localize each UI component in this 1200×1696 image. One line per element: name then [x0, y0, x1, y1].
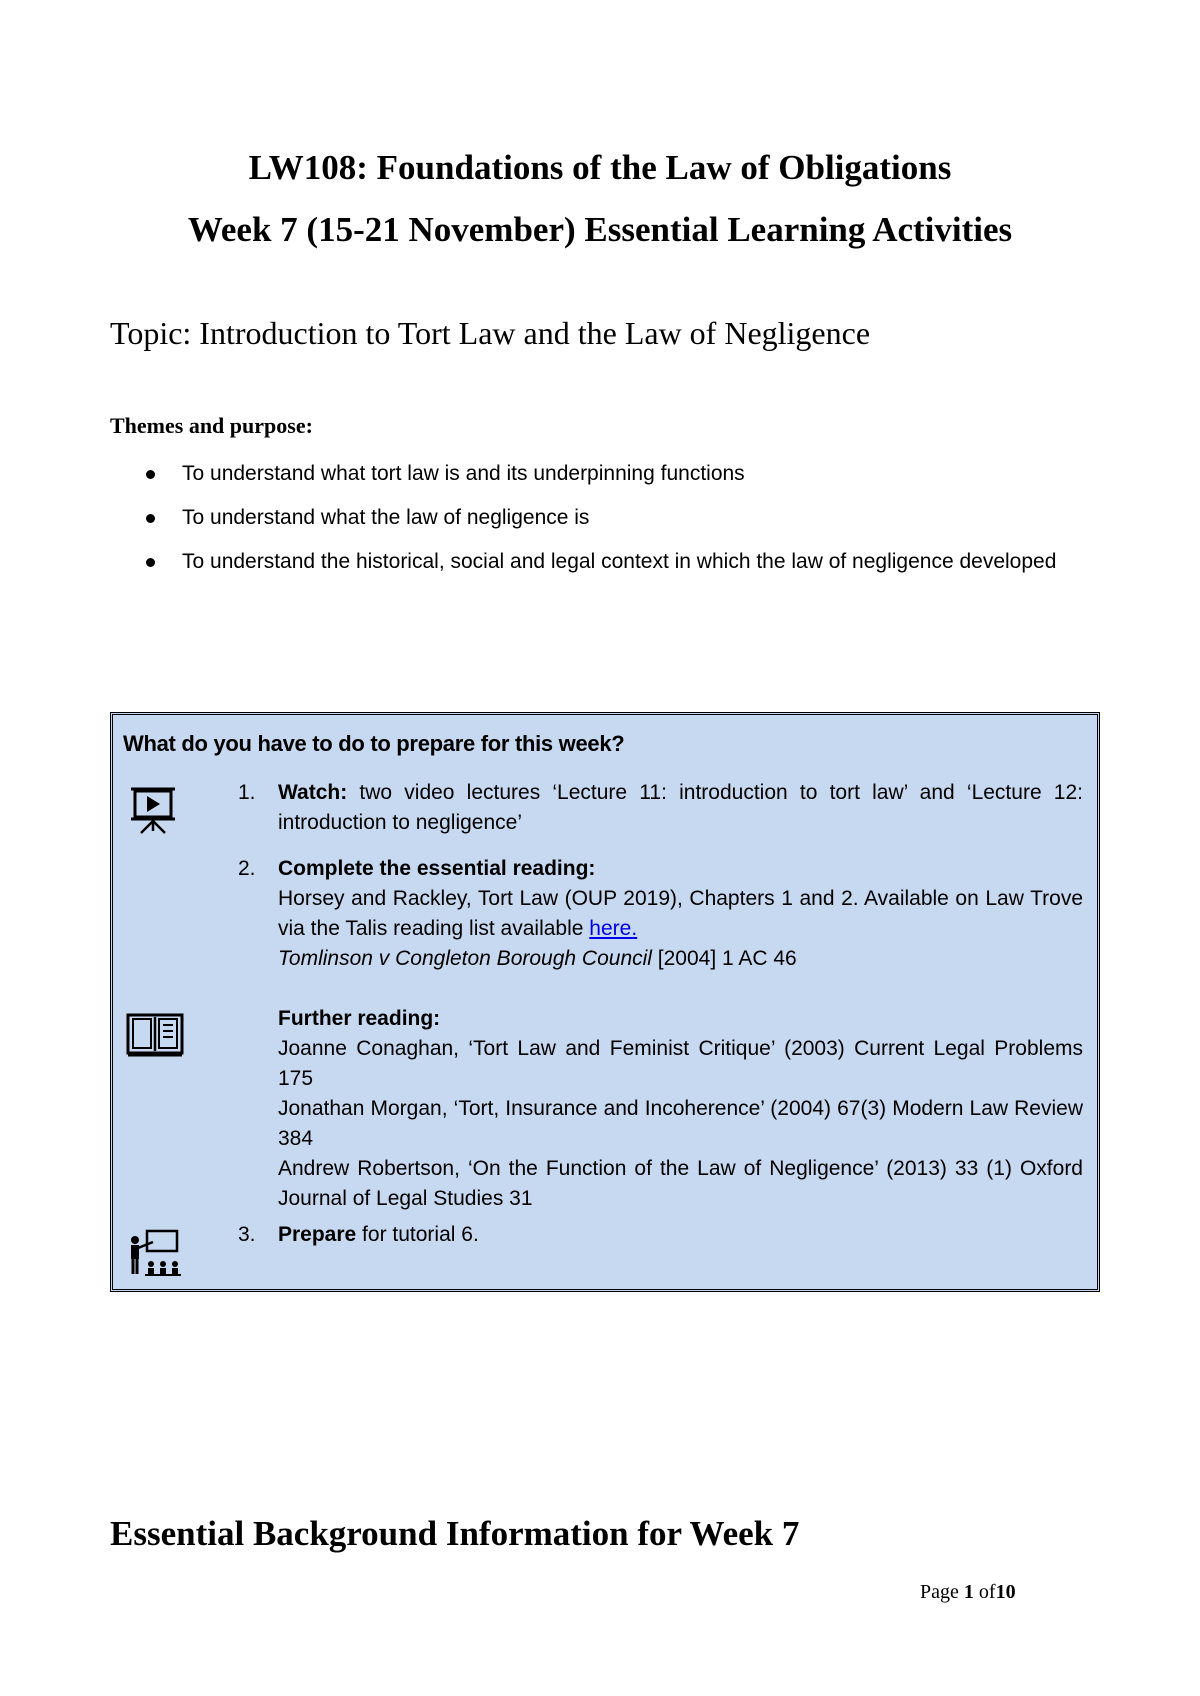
further-reading-item: Jonathan Morgan, ‘Tort, Insurance and Incoherence’ (2004) 67(3) Modern Law Review 384	[278, 1097, 1083, 1150]
themes-list	[110, 452, 1095, 584]
page-number: 1	[963, 1581, 974, 1603]
themes-list-item: To understand what tort law is and its underpinning functions	[110, 452, 1095, 496]
task-label: Watch:	[278, 781, 348, 804]
page-label: Page	[920, 1581, 959, 1603]
task-text: two video lectures ‘Lecture 11: introduction to tort law’ and ‘Lecture 12: introduction to negligence’	[278, 781, 1083, 834]
reading-text: Horsey and Rackley, Tort Law (OUP 2019), Chapters 1 and 2. Available on Law Trove via the Talis reading list available	[278, 887, 1083, 940]
task-number: 3.	[238, 1223, 256, 1246]
task-label: Complete the essential reading:	[278, 857, 596, 880]
task-number: 1.	[238, 781, 256, 804]
task-essential-reading	[238, 854, 1083, 974]
teacher-icon	[125, 1228, 183, 1278]
further-reading-item: Joanne Conaghan, ‘Tort Law and Feminist Critique’ (2003) Current Legal Problems 175	[278, 1037, 1083, 1090]
document-title: LW108: Foundations of the Law of Obligations	[248, 148, 952, 187]
document-subtitle: Week 7 (15-21 November) Essential Learning Activities	[187, 210, 1013, 249]
page-footer	[920, 1580, 1016, 1604]
task-watch	[238, 778, 1083, 838]
book-icon	[125, 1011, 185, 1059]
case-name: Tomlinson v Congleton Borough Council	[278, 947, 652, 970]
background-heading: Essential Background Information for Week 7	[110, 1514, 800, 1553]
themes-list-item: To understand the historical, social and legal context in which the law of negligence developed	[110, 540, 1095, 584]
topic-heading: Topic: Introduction to Tort Law and the Law of Negligence	[110, 315, 871, 351]
task-text: for tutorial 6.	[356, 1223, 479, 1246]
reading-list-link[interactable]: here.	[589, 917, 638, 940]
themes-heading: Themes and purpose:	[110, 413, 313, 438]
task-prepare-tutorial	[238, 1220, 1083, 1250]
further-reading-item: Andrew Robertson, ‘On the Function of the Law of Negligence’ (2013) 33 (1) Oxford Journal of Legal Studies 31	[278, 1157, 1083, 1210]
task-number: 2.	[238, 857, 256, 880]
task-label: Prepare	[278, 1223, 357, 1246]
presentation-icon	[127, 783, 179, 835]
page-of-label: of	[978, 1581, 996, 1603]
further-reading-label: Further reading:	[278, 1007, 441, 1030]
case-citation: [2004] 1 AC 46	[651, 947, 797, 970]
further-reading	[238, 1004, 1083, 1214]
page-total: 10	[995, 1581, 1016, 1603]
themes-list-item: To understand what the law of negligence is	[110, 496, 1095, 540]
preparation-heading: What do you have to do to prepare for this week?	[123, 731, 625, 756]
preparation-box	[110, 712, 1100, 1292]
